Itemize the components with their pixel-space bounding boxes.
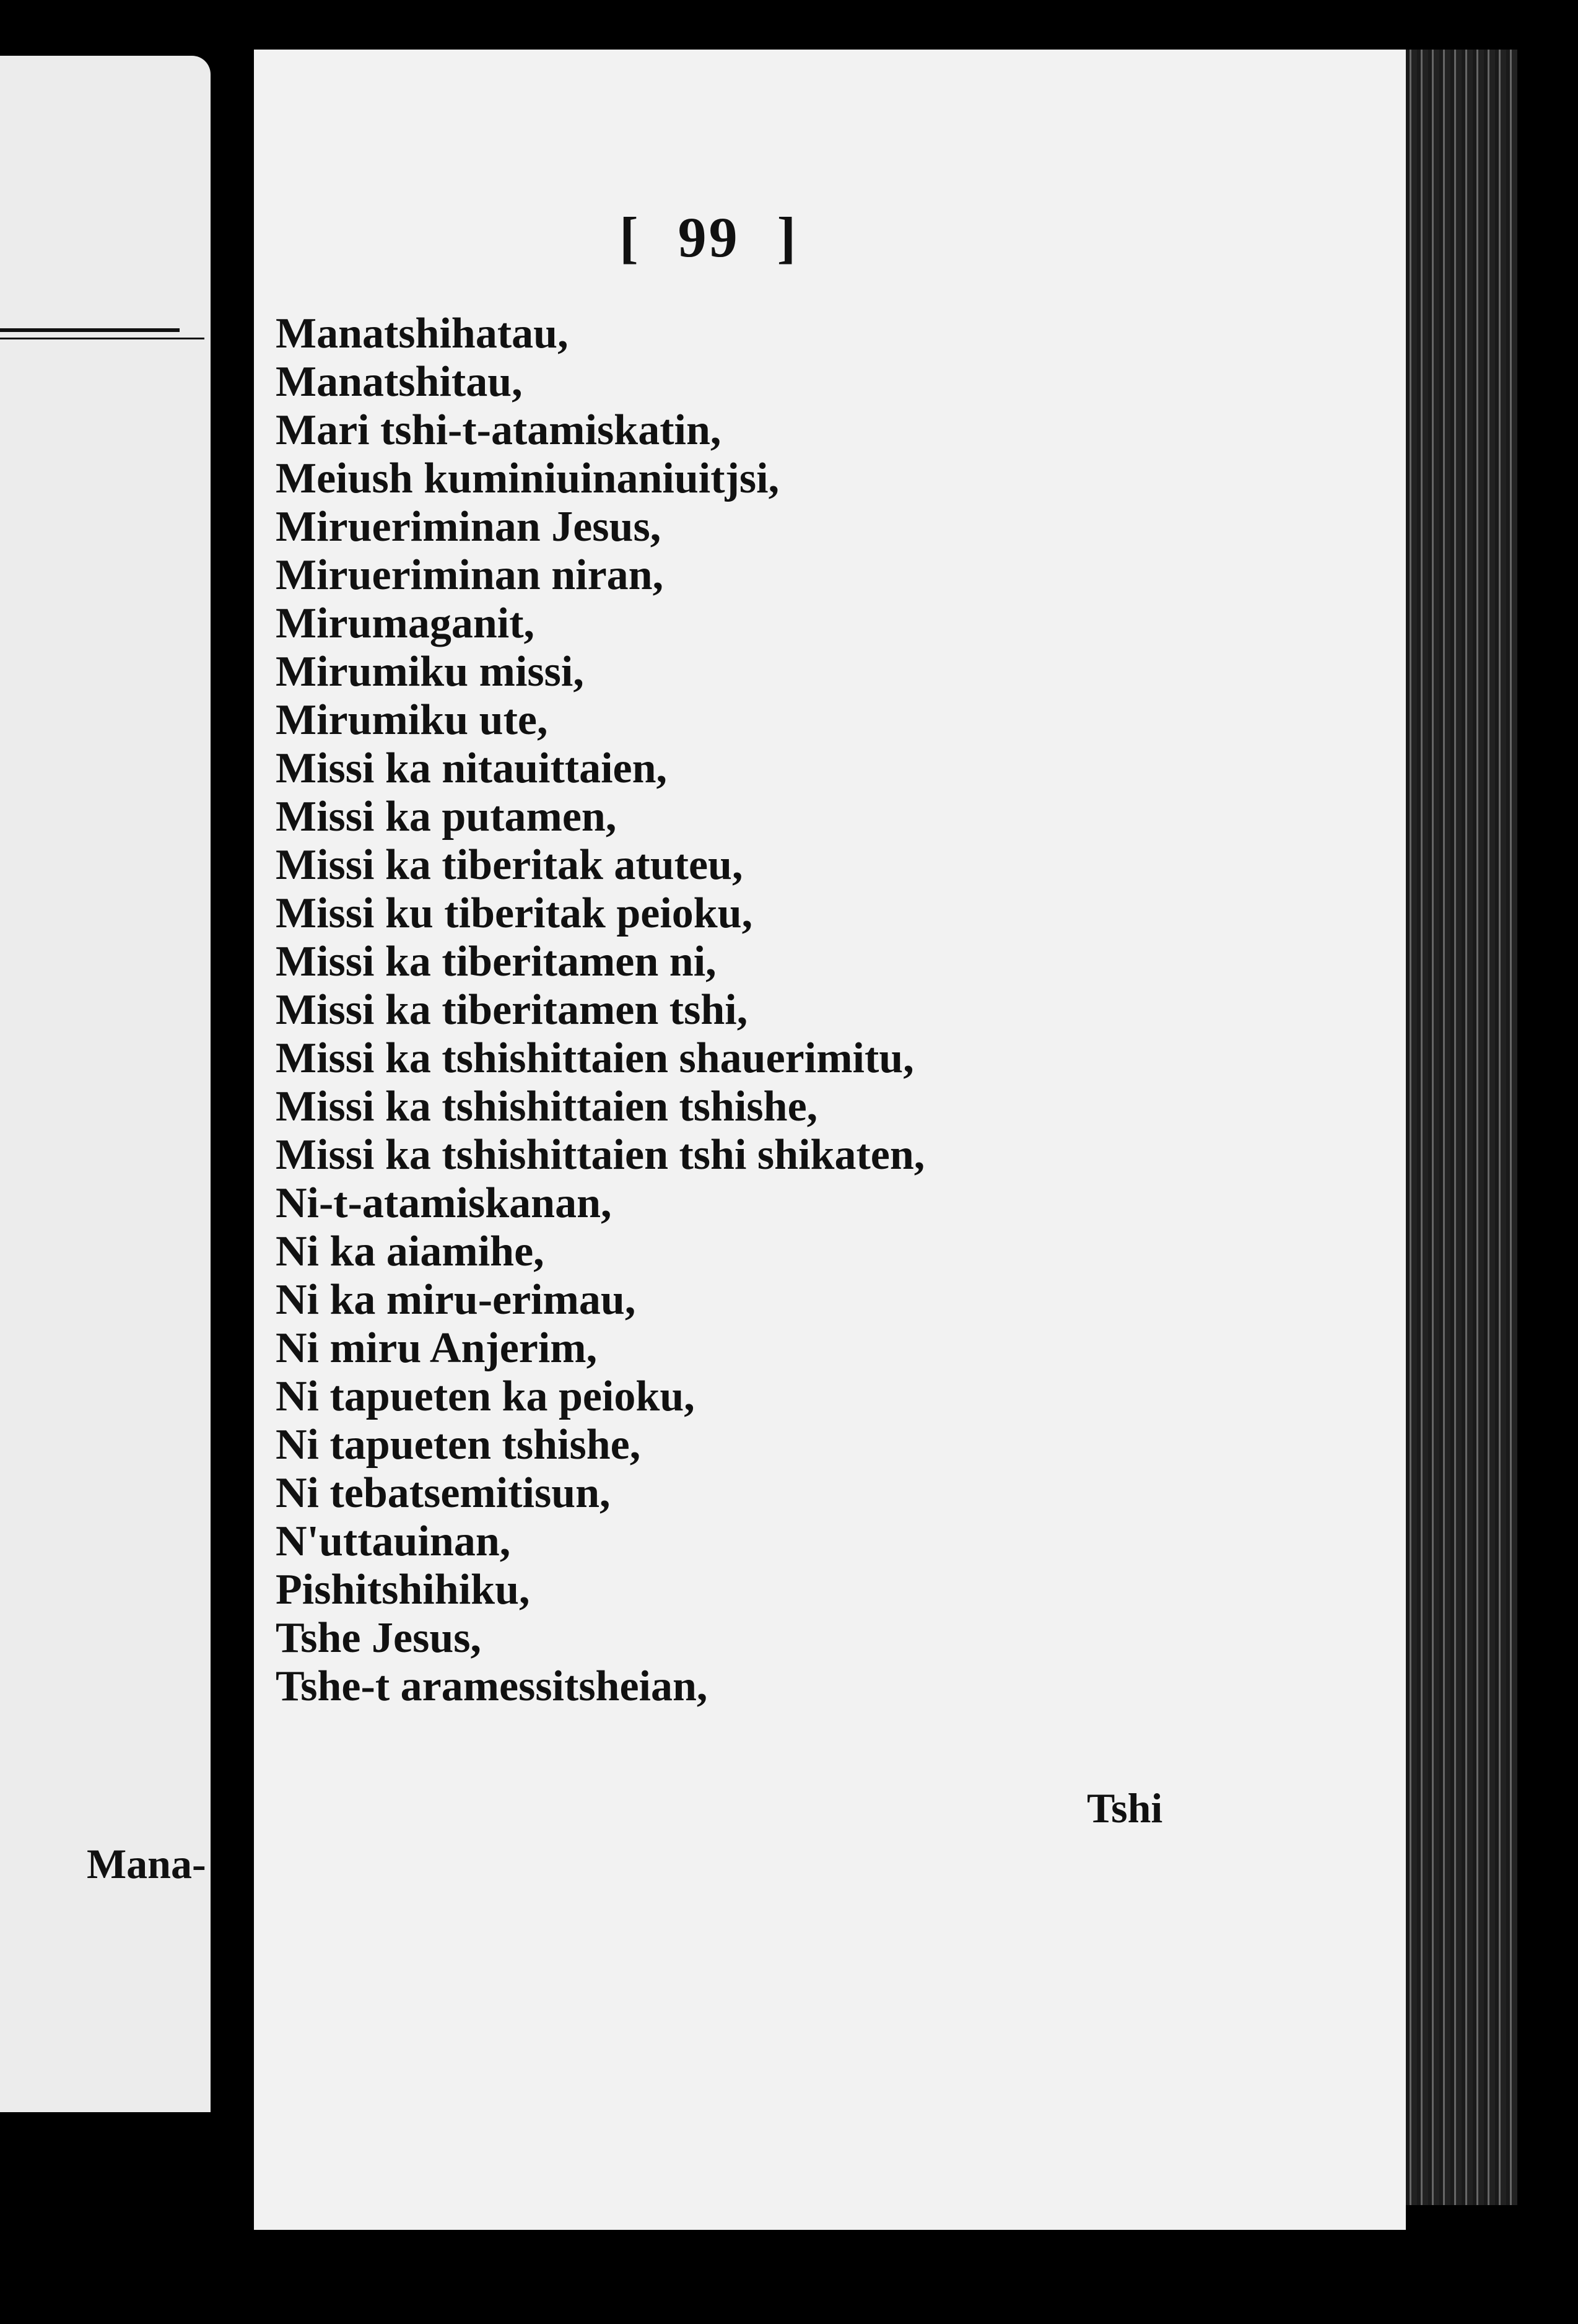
header-open-bracket: [ bbox=[619, 206, 641, 269]
page-edges bbox=[1406, 50, 1517, 2205]
text-line: Missi ka putamen, bbox=[276, 793, 617, 841]
text-line: Missi ka tshishittaien tshi shikaten, bbox=[276, 1131, 925, 1179]
left-page-rule-secondary bbox=[0, 338, 204, 339]
text-line: Pishitshihiku, bbox=[276, 1566, 530, 1614]
text-line: Ni-t-atamiskanan, bbox=[276, 1179, 612, 1227]
text-line: Ni ka aiamihe, bbox=[276, 1228, 544, 1275]
text-line: Missi ka tiberitak atuteu, bbox=[276, 841, 743, 889]
text-line: Meiush kuminiuinaniuitjsi, bbox=[276, 455, 780, 502]
text-line: Missi ka tshishittaien tshishe, bbox=[276, 1083, 818, 1130]
text-line: Manatshitau, bbox=[276, 358, 523, 406]
text-line: Missi ku tiberitak peioku, bbox=[276, 889, 753, 937]
text-line: Missi ka tiberitamen tshi, bbox=[276, 986, 748, 1034]
page-header bbox=[619, 204, 798, 270]
text-line: Mirumiku ute, bbox=[276, 696, 548, 744]
text-line: Mirueriminan niran, bbox=[276, 551, 664, 599]
text-line: Mirumaganit, bbox=[276, 600, 535, 647]
page-number: 99 bbox=[678, 206, 740, 269]
text-line: Missi ka tiberitamen ni, bbox=[276, 938, 717, 985]
text-line: Mirumiku missi, bbox=[276, 648, 584, 696]
left-page-catchword: Mana- bbox=[87, 1840, 206, 1887]
text-line: N'uttauinan, bbox=[276, 1518, 511, 1565]
text-line: Ni tapueten tshishe, bbox=[276, 1421, 641, 1469]
text-line: Tshe-t aramessitsheian, bbox=[276, 1662, 708, 1710]
text-line: Ni tapueten ka peioku, bbox=[276, 1373, 695, 1420]
left-facing-page bbox=[0, 56, 211, 2112]
text-line: Mirueriminan Jesus, bbox=[276, 503, 661, 551]
catchword: Tshi bbox=[1087, 1784, 1163, 1832]
text-line: Ni ka miru-erimau, bbox=[276, 1276, 636, 1324]
text-lines bbox=[276, 310, 925, 1711]
text-line: Mari tshi-t-atamiskatin, bbox=[276, 406, 721, 454]
left-page-rule bbox=[0, 328, 180, 332]
text-line: Ni tebatsemitisun, bbox=[276, 1469, 611, 1517]
text-line: Missi ka nitauittaien, bbox=[276, 745, 668, 792]
book-gutter bbox=[211, 0, 254, 2324]
text-line: Manatshihatau, bbox=[276, 310, 569, 357]
text-line: Ni miru Anjerim, bbox=[276, 1324, 598, 1372]
text-line: Missi ka tshishittaien shauerimitu, bbox=[276, 1034, 914, 1082]
text-line: Tshe Jesus, bbox=[276, 1614, 481, 1662]
header-close-bracket: ] bbox=[777, 206, 799, 269]
